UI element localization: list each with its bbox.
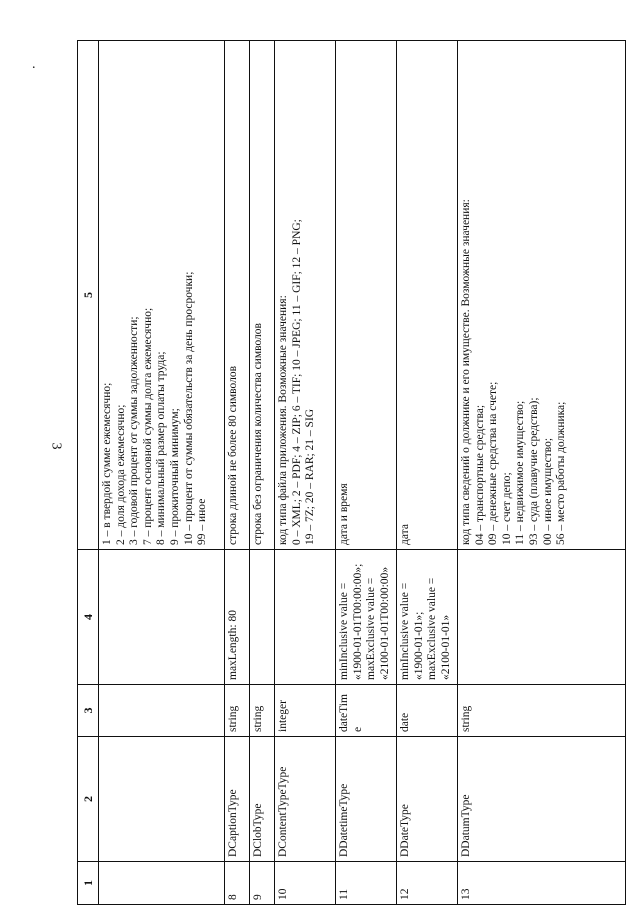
restriction-line: minInclusive value = «1900-01-01T00:00:00»;: [338, 563, 364, 680]
description-line: 9 – прожиточный минимум;: [168, 408, 181, 545]
cell-type-name: DDatetimeType: [336, 737, 397, 862]
table-row: [250, 41, 275, 905]
stray-mark: .: [32, 57, 36, 72]
cell-description: [99, 41, 225, 550]
cell-type-name: DDatumType: [458, 737, 626, 862]
rotated-table-wrapper: [77, 40, 626, 905]
cell-base-type: date: [397, 685, 458, 737]
description-line: 00 – иное имущество;: [541, 437, 554, 545]
description-line: 19 – 7Z; 20 – RAR; 21 – SIG: [304, 408, 317, 545]
cell-number: [99, 862, 225, 905]
cell-number: 12: [397, 862, 458, 905]
cell-type-name: DContentTypeType: [275, 737, 336, 862]
cell-base-type: string: [250, 685, 275, 737]
cell-type-name: DClobType: [250, 737, 275, 862]
cell-base-type: integer: [275, 685, 336, 737]
table-row: [275, 41, 336, 905]
description-line: 7 – процент основной суммы долга ежемесячно;: [141, 307, 154, 545]
cell-description: [250, 41, 275, 550]
cell-restriction: [397, 550, 458, 685]
description-line: 56 – место работы должника;: [555, 401, 568, 545]
header-col-4: 4: [78, 550, 99, 685]
cell-type-name: DCaptionType: [225, 737, 250, 862]
cell-restriction: [458, 550, 626, 685]
cell-restriction: [225, 550, 250, 685]
description-line: дата и время: [338, 483, 351, 545]
cell-number: 9: [250, 862, 275, 905]
cell-base-type: dateTime: [336, 685, 397, 737]
table-row: [397, 41, 458, 905]
description-line: строка без ограничения количества символов: [252, 323, 265, 545]
cell-base-type: string: [458, 685, 626, 737]
table-row: [458, 41, 626, 905]
header-row: [78, 41, 99, 905]
description-line: 2 – доля дохода ежемесячно;: [114, 404, 127, 545]
cell-type-name: [99, 737, 225, 862]
cell-restriction: [336, 550, 397, 685]
cell-description: [397, 41, 458, 550]
restriction-line: maxExclusive value = «2100-01-01T00:00:00»: [365, 566, 391, 680]
cell-number: 8: [225, 862, 250, 905]
cell-description: [225, 41, 250, 550]
header-col-5: 5: [78, 41, 99, 550]
cell-description: [458, 41, 626, 550]
cell-description: [336, 41, 397, 550]
cell-number: 11: [336, 862, 397, 905]
cell-base-type: string: [225, 685, 250, 737]
cell-restriction: [250, 550, 275, 685]
specification-table: [77, 40, 626, 905]
cell-number: 13: [458, 862, 626, 905]
description-line: код типа сведений о должнике и его имуществе. Возможные значения:: [460, 199, 473, 545]
description-line: дата: [399, 524, 412, 545]
header-col-2: 2: [78, 737, 99, 862]
cell-restriction: [275, 550, 336, 685]
description-line: 10 – счет депо;: [500, 472, 513, 545]
restriction-line: minInclusive value = «1900-01-01»;: [399, 582, 425, 680]
page-number: 3: [48, 442, 64, 450]
description-line: 10 – процент от суммы обязательств за день просрочки;: [182, 271, 195, 545]
description-line: 93 – суда (плавучие средства);: [527, 397, 540, 545]
cell-base-type: [99, 685, 225, 737]
restriction-line: maxLength: 80: [227, 610, 240, 680]
header-col-3: 3: [78, 685, 99, 737]
cell-type-name: DDateType: [397, 737, 458, 862]
description-line: 11 – недвижимое имущество;: [514, 400, 527, 545]
cell-description: [275, 41, 336, 550]
description-line: 3 – годовой процент от суммы задолженности;: [128, 316, 141, 545]
description-line: 09 – денежные средства на счете;: [487, 381, 500, 545]
header-col-1: 1: [78, 862, 99, 905]
table-row: [225, 41, 250, 905]
table-row: [336, 41, 397, 905]
description-line: 1 – в твердой сумме ежемесячно;: [101, 382, 114, 545]
description-line: 04 – транспортные средства;: [473, 404, 486, 545]
cell-number: 10: [275, 862, 336, 905]
description-line: 0 – XML; 2 – PDF; 4 – ZIP; 6 – TIF; 10 – JPEG; 11 – GIF; 12 – PNG;: [290, 219, 303, 545]
description-line: 8 – минимальный размер оплаты труда;: [155, 351, 168, 545]
cell-restriction: [99, 550, 225, 685]
description-line: код типа файла приложения. Возможные значения:: [277, 295, 290, 545]
description-line: строка длиной не более 80 символов: [227, 365, 240, 545]
restriction-line: maxExclusive value = «2100-01-01»: [426, 577, 452, 680]
description-line: 99 – иное: [196, 498, 209, 545]
table-row: [99, 41, 225, 905]
